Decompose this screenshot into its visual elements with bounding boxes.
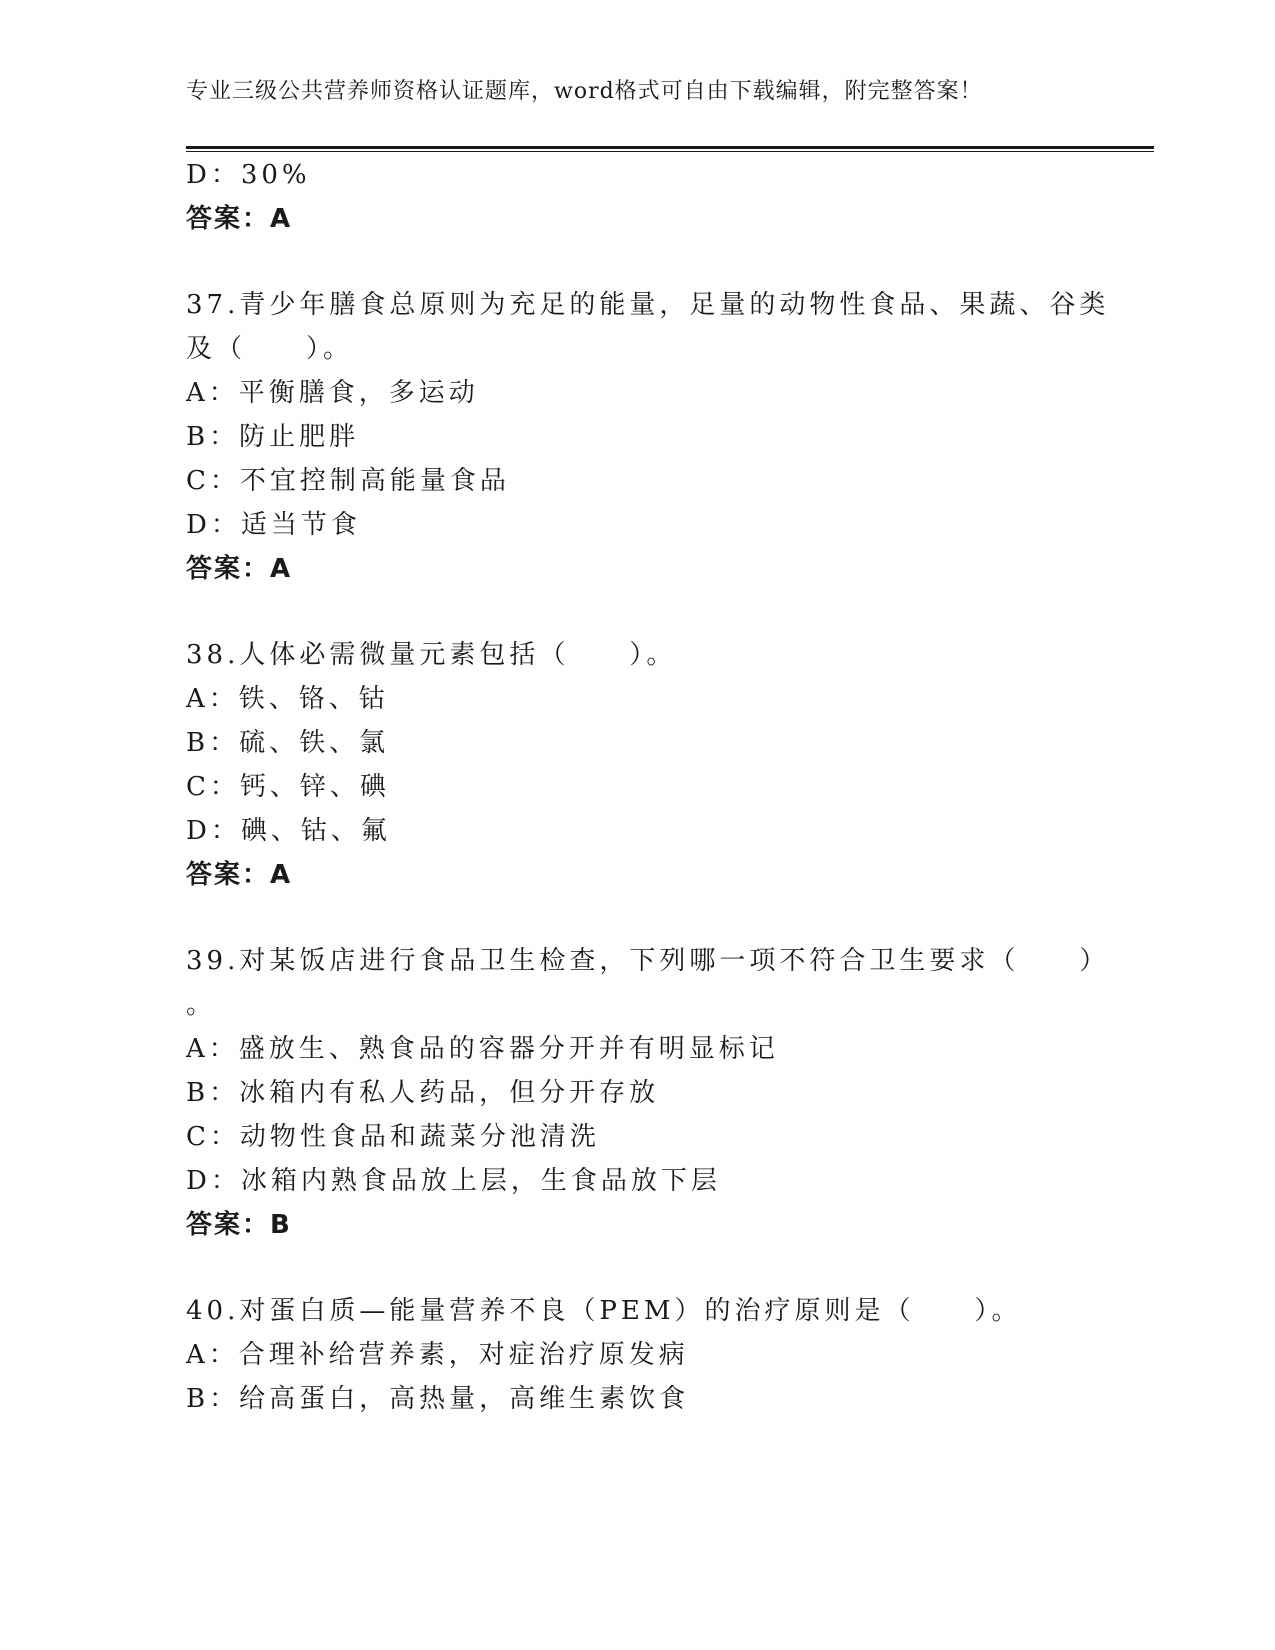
q38-option-b: B：硫、铁、氯	[186, 728, 390, 758]
q39-option-a: A：盛放生、熟食品的容器分开并有明显标记	[186, 1034, 779, 1064]
q38-answer: 答案：A	[186, 860, 293, 890]
q40-stem-line1: 40.对蛋白质—能量营养不良（PEM）的治疗原则是（ ）。	[186, 1296, 1022, 1326]
q37-option-d: D：适当节食	[186, 510, 361, 540]
q38-option-c: C：钙、锌、碘	[186, 772, 390, 802]
prev-answer: 答案：A	[186, 204, 293, 234]
q39-option-c: C：动物性食品和蔬菜分池清洗	[186, 1122, 600, 1152]
header-rule-thick	[186, 146, 1154, 149]
q39-option-d: D：冰箱内熟食品放上层，生食品放下层	[186, 1166, 721, 1196]
q37-stem-line2: 及（ ）。	[186, 334, 354, 364]
q40-option-a: A：合理补给营养素，对症治疗原发病	[186, 1340, 689, 1370]
q37-answer: 答案：A	[186, 554, 293, 584]
q38-stem-line1: 38.人体必需微量元素包括（ ）。	[186, 640, 677, 670]
q39-option-b: B：冰箱内有私人药品，但分开存放	[186, 1078, 660, 1108]
page-header: 专业三级公共营养师资格认证题库，word格式可自由下载编辑，附完整答案！	[186, 79, 983, 104]
header-rule-thin	[186, 151, 1154, 152]
q37-option-a: A：平衡膳食，多运动	[186, 378, 479, 408]
q38-option-d: D：碘、钴、氟	[186, 816, 391, 846]
q39-stem-line2: 。	[186, 990, 217, 1020]
q40-option-b: B：给高蛋白，高热量，高维生素饮食	[186, 1384, 690, 1414]
q39-stem-line1: 39.对某饭店进行食品卫生检查，下列哪一项不符合卫生要求（ ）	[186, 946, 1110, 976]
q37-stem-line1: 37.青少年膳食总原则为充足的能量，足量的动物性食品、果蔬、谷类	[186, 290, 1110, 320]
q38-option-a: A：铁、铬、钴	[186, 684, 389, 714]
q37-option-c: C：不宜控制高能量食品	[186, 466, 510, 496]
q37-option-b: B：防止肥胖	[186, 422, 360, 452]
q39-answer: 答案：B	[186, 1210, 292, 1240]
prev-option-d: D：30%	[186, 160, 311, 190]
